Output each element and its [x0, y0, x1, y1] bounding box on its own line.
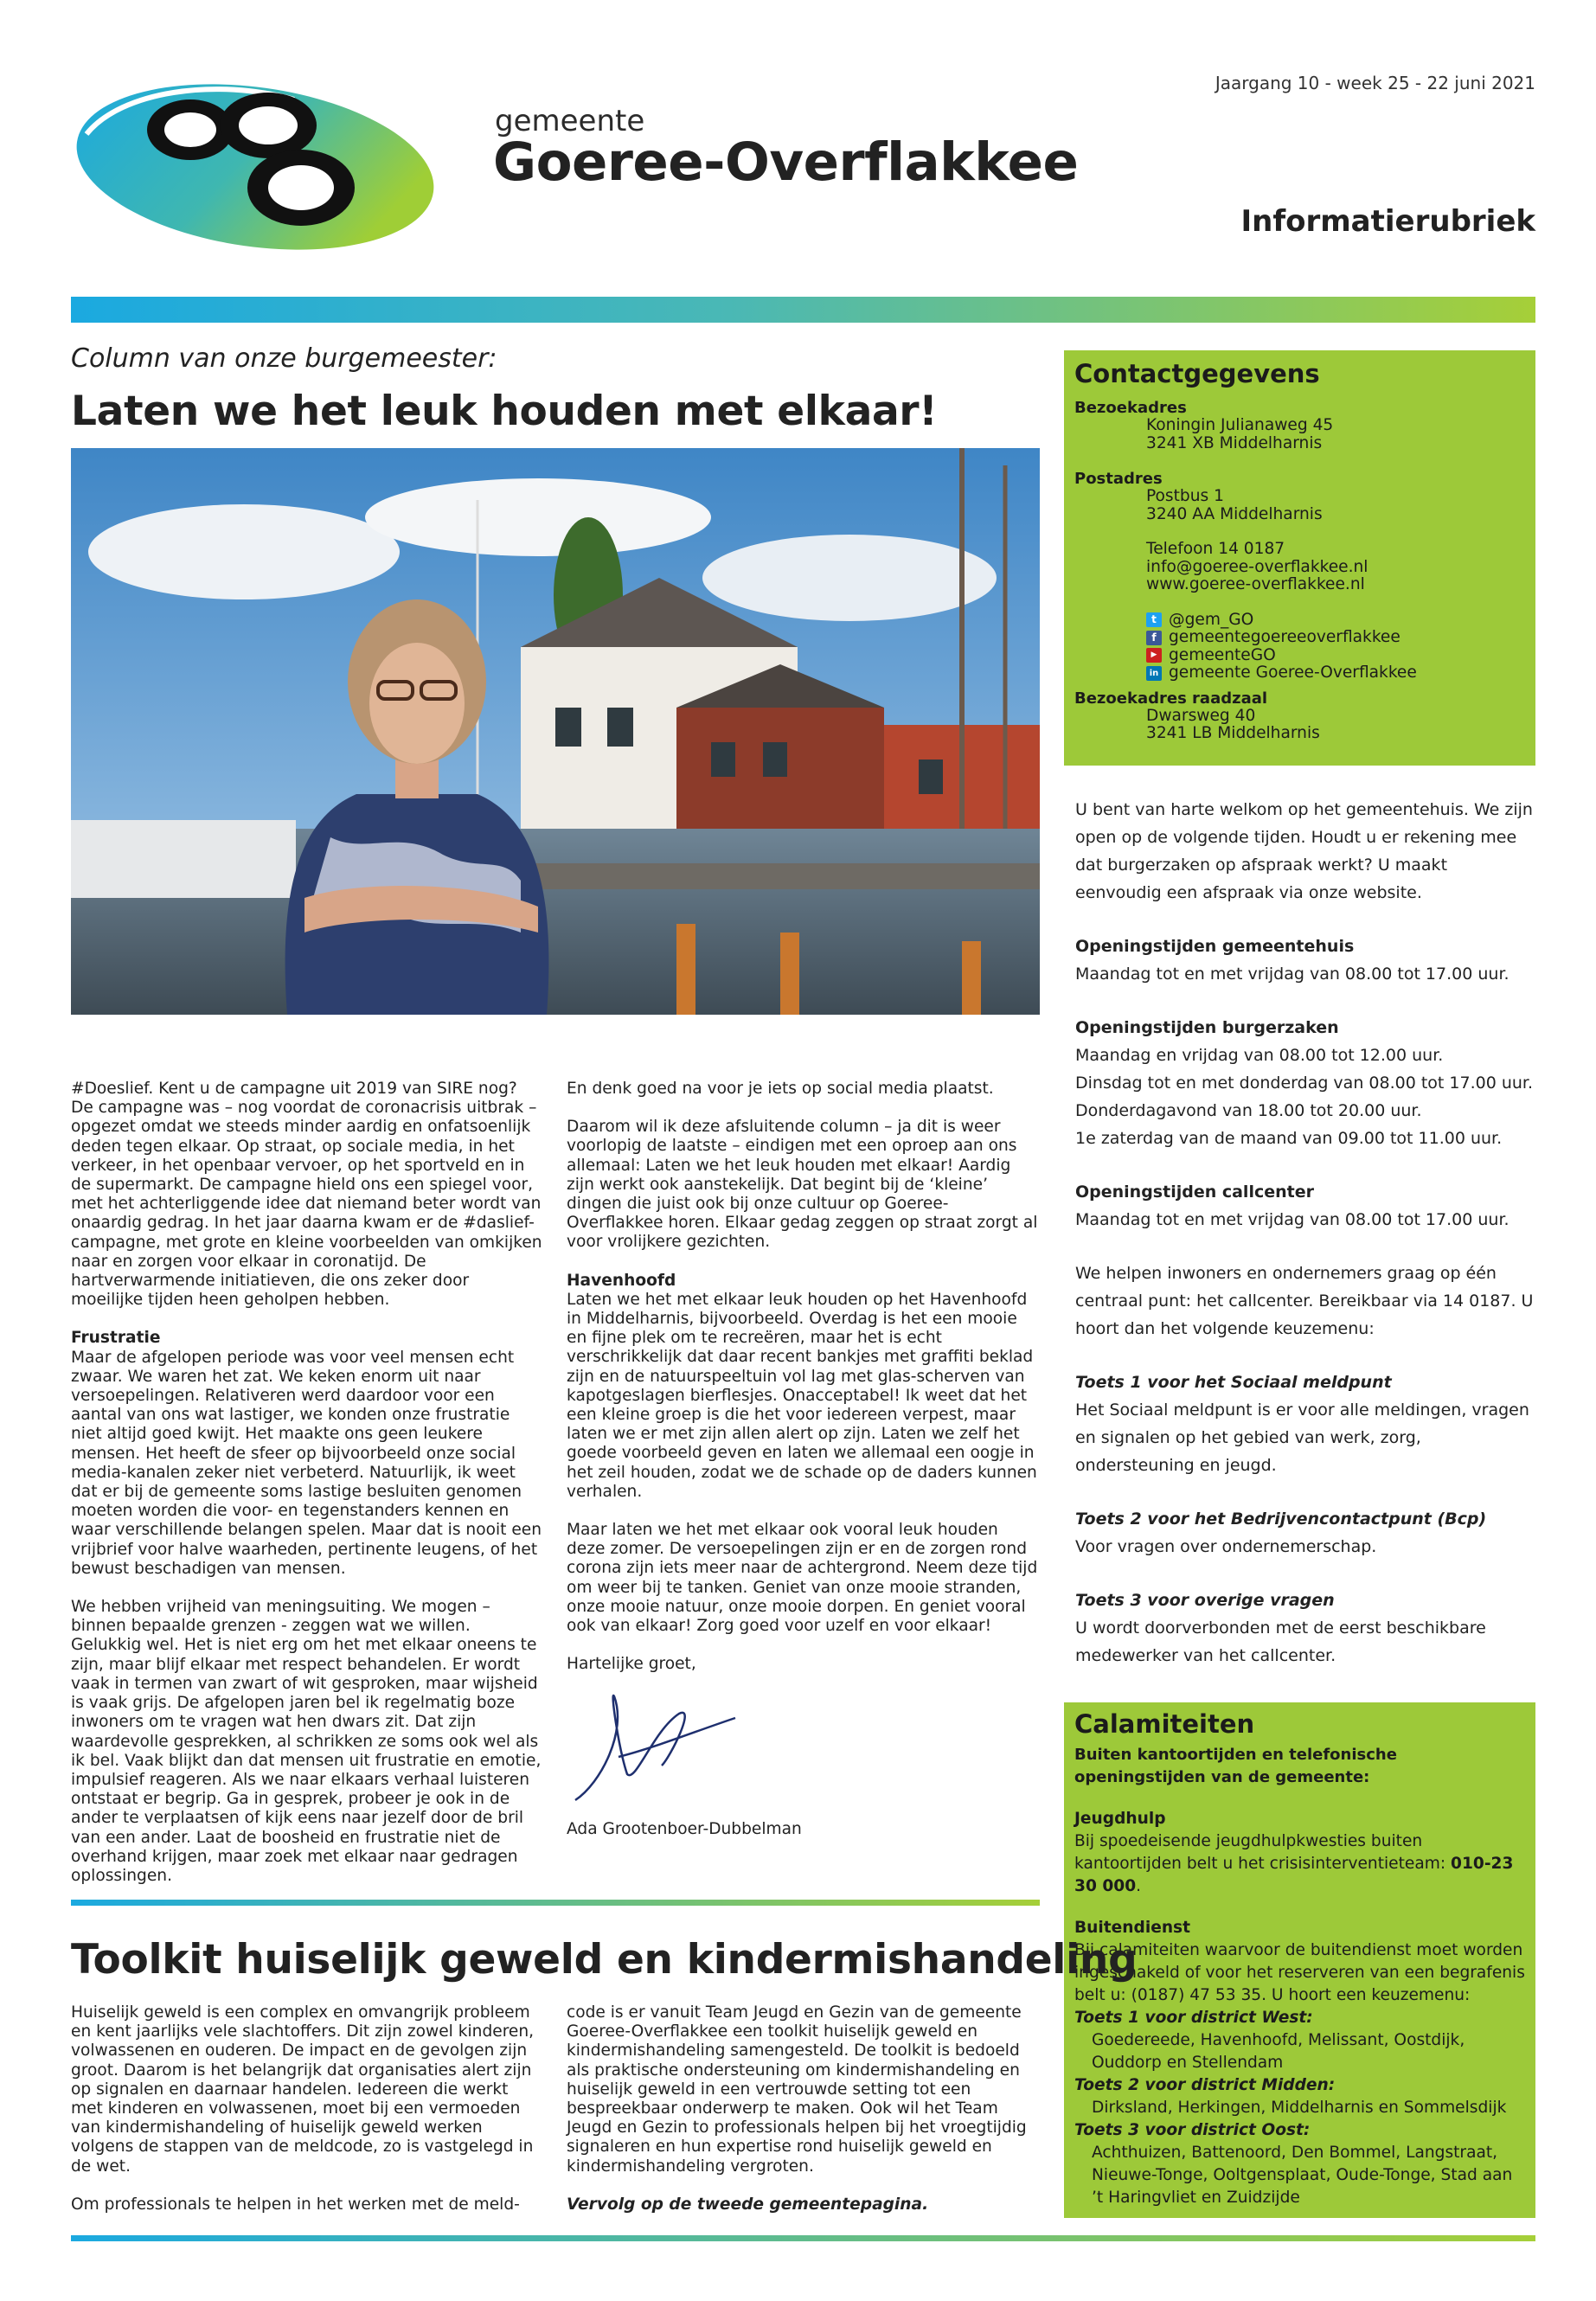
visit-line: Koningin Julianaweg 45 — [1146, 416, 1334, 434]
column-paragraph-text: En denk goed na voor je iets op social media plaatst. — [567, 1080, 994, 1098]
column-paragraph — [71, 1080, 542, 1310]
contact-title: Contactgegevens — [1074, 359, 1320, 388]
hours-heading: Openingstijden burgerzaken — [1075, 1018, 1339, 1037]
toolkit-title: Toolkit huiselijk geweld en kindermishandeling — [71, 1936, 1138, 1984]
menu-option — [1075, 1368, 1538, 1479]
district-title: Toets 3 voor district Oost: — [1074, 2121, 1311, 2139]
column-paragraph-text: Maar de afgelopen periode was voor veel mensen echt zwaar. We waren het zat. We keken enorm uit naar versoepelingen. Relativeren werd daardoor voor een aantal van ons wat lastiger, we konden onze frustratie niet altijd goed kwijt. Het maakte ons geen leukere mensen. Het heeft de sfeer op bijvoorbeeld onze social media-kanalen zeker niet verbeterd. Natuurlijk, ik weet dat er bij de gemeente soms lastige besluiten genomen moeten worden die voor- en tegenstanders kennen en waar verschillende belangen spelen. Maar dat is nooit een vrijbrief voor halve waarheden, pertinente leugens, of het bewust beschadigen van mensen. — [71, 1348, 542, 1578]
website-link[interactable]: www.goeree-overflakkee.nl — [1146, 575, 1365, 593]
post-line: Postbus 1 — [1146, 487, 1224, 505]
field-service-text: Bij calamiteiten waarvoor de buitendienst moet worden ingeschakeld of voor het reserveren van een begrafenis belt u: (0187) 47 53 35. U hoort een keuzemenu: — [1074, 1941, 1525, 2004]
hours-line: Maandag tot en met vrijdag van 08.00 tot 17.00 uur. — [1075, 965, 1509, 984]
twitter-icon: t — [1146, 612, 1162, 627]
district-places: Goedereede, Havenhoofd, Melissant, Oostdijk, Ouddorp en Stellendam — [1092, 2031, 1465, 2072]
column-greeting: Hartelijke groet, — [567, 1655, 696, 1674]
section-divider — [71, 1900, 1040, 1906]
municipality-logo — [69, 74, 450, 255]
post-line: 3240 AA Middelharnis — [1146, 504, 1323, 523]
email-link[interactable]: info@goeree-overflakkee.nl — [1146, 557, 1368, 576]
hours-line: Dinsdag tot en met donderdag van 08.00 tot 17.00 uur. — [1075, 1074, 1534, 1093]
menu-option-text: Voor vragen over ondernemerschap. — [1075, 1537, 1377, 1556]
menu-option-text: Het Sociaal meldpunt is er voor alle meldingen, vragen en signalen op het gebied van werk, zorg, ondersteuning en jeugd. — [1075, 1400, 1529, 1475]
callcenter-intro: We helpen inwoners en ondernemers graag op één centraal punt: het callcenter. Bereikbaar via 14 0187. U hoort dan het volgende keuzemenu: — [1075, 1264, 1534, 1338]
hours-block — [1075, 1014, 1538, 1152]
hours-block — [1075, 1178, 1538, 1234]
column-paragraph — [71, 1598, 542, 1886]
youth-description: Bij spoedeisende jeugdhulpkwesties buiten kantoortijden belt u het crisisinterventieteam: — [1074, 1832, 1452, 1873]
hours-line: 1e zaterdag van de maand van 09.00 tot 11.00 uur. — [1075, 1129, 1503, 1148]
youtube-icon: ▶ — [1146, 648, 1162, 663]
hours-heading: Openingstijden callcenter — [1075, 1183, 1314, 1202]
menu-option — [1075, 1586, 1538, 1670]
facebook-icon: f — [1146, 631, 1162, 645]
toolkit-left — [71, 2003, 542, 2234]
social-label: gemeenteGO — [1169, 645, 1276, 664]
council-line: 3241 LB Middelharnis — [1146, 724, 1320, 742]
menu-option-title: Toets 2 voor het Bedrijvencontactpunt (Bcp) — [1075, 1509, 1487, 1529]
toolkit-paragraph: Om professionals te helpen in het werken met de meld- — [71, 2195, 520, 2214]
visit-label: Bezoekadres — [1074, 399, 1187, 417]
hours-line: Donderdagavond van 18.00 tot 20.00 uur. — [1075, 1101, 1422, 1120]
column-paragraph — [567, 1272, 1038, 1502]
social-label: gemeente Goeree-Overflakkee — [1169, 663, 1417, 682]
emergency-subtitle: Buiten kantoortijden en telefonische openingstijden van de gemeente: — [1074, 1746, 1397, 1786]
header-divider — [71, 297, 1535, 323]
crisis-phone: 010-23 30 000 — [1074, 1855, 1514, 1895]
column-paragraph — [567, 1521, 1038, 1636]
column-paragraph — [567, 1655, 1038, 1674]
column-paragraph-text: Maar laten we het met elkaar ook vooral leuk houden deze zomer. De versoepelingen zijn er en de zorgen rond corona zijn iets meer naar de achtergrond. Neem deze tijd om weer bij te tanken. Geniet van onze mooie stranden, onze mooie natuur, onze mooie dorpen. En geniet vooral ook van elkaar! Zorg goed voor uzelf en voor elkaar! — [567, 1521, 1038, 1636]
hours-block — [1075, 933, 1538, 988]
social-label: @gem_GO — [1169, 610, 1254, 629]
visit-line: 3241 XB Middelharnis — [1146, 433, 1323, 452]
social-label: gemeentegoereeoverflakkee — [1169, 628, 1401, 646]
field-service-heading: Buitendienst — [1074, 1919, 1191, 1937]
toolkit-paragraph: code is er vanuit Team Jeugd en Gezin van de gemeente Goeree-Overflakkee een toolkit huiselijk geweld en kindermishandeling samengesteld. De toolkit is bedoeld als praktische ondersteuning om kindermishandeling en huiselijk geweld in een vertrouwde setting tot een bespreekbaar onderwerp te maken. Ook wil het Team Jeugd en Gezin to professionals helpen bij het vroegtijdig signaleren en hun expertise rond huiselijk geweld en kindermishandeling vergroten. — [567, 2003, 1027, 2176]
social-facebook[interactable] — [1146, 629, 1535, 647]
district-places: Dirksland, Herkingen, Middelharnis en Sommelsdijk — [1092, 2099, 1507, 2117]
menu-option-title: Toets 3 voor overige vragen — [1075, 1591, 1335, 1610]
column-paragraph-text: Laten we het met elkaar leuk houden op het Havenhoofd in Middelharnis, bijvoorbeeld. Overdag is het een mooie en fijne plek om te recreëren, maar het is echt verschrikkelijk dat daar recent bankjes met graffiti beklad zijn en de natuurspeeltuin vol lag met glas-scherven van kapotgeslagen bierflesjes. Onacceptabel! Ik weet dat het een kleine groep is die het voor iedereen verpest, maar laten we er met zijn allen alert op zijn. Laten we zelf het goede voorbeeld geven en laten we allemaal een oogje in het zeil houden, zodat we de schade op de daders kunnen verhalen. — [567, 1290, 1037, 1501]
council-label: Bezoekadres raadzaal — [1074, 689, 1268, 708]
signature-name: Ada Grootenboer-Dubbelman — [567, 1819, 802, 1838]
youth-text: Bij spoedeisende jeugdhulpkwesties buiten kantoortijden belt u het crisisinterventieteam: 010-23 30 000. — [1074, 1832, 1514, 1895]
district-title: Toets 1 voor district West: — [1074, 2009, 1313, 2027]
brand-prefix: gemeente — [495, 104, 645, 138]
council-line: Dwarsweg 40 — [1146, 706, 1256, 725]
hours-intro: U bent van harte welkom op het gemeentehuis. We zijn open op de volgende tijden. Houdt u er rekening mee dat burgerzaken op afspraak werkt? U maakt eenvoudig een afspraak via onze website. — [1075, 800, 1533, 902]
column-paragraph-text: #Doeslief. Kent u de campagne uit 2019 van SIRE nog? De campagne was – nog voordat de coronacrisis uitbrak – opgezet omdat we steeds minder aardig en onfatsoenlijk deden tegen elkaar. Op straat, op sociale media, in het verkeer, in het openbaar vervoer, op het sportveld en in de supermarkt. De campagne hield ons een spiegel voor, met het achterliggende idee dat niemand beter wordt van onaardig gedrag. In het jaar daarna kwam er de #daslief-campagne, met grote en kleine voorbeelden van omkijken naar en zorgen voor elkaar in coronatijd. De hartverwarmende initiatieven, die ons zeker door moeilijke tijden heen geholpen hebben. — [71, 1080, 542, 1310]
column-paragraph — [567, 1118, 1038, 1252]
toolkit-paragraph: Huiselijk geweld is een complex en omvangrijk probleem en kent jaarlijks vele slachtoffers. Dit zijn zowel kinderen, volwassenen en ouderen. De impact en de gevolgen zijn groot. Daarom is het belangrijk dat organisaties alert zijn op signalen en daarnaar handelen. Iedereen die werkt met kinderen en volwassenen, moet bij een vermoeden van kindermishandeling of huiselijk geweld werken volgens de stappen van de meldcode, zo is vastgelegd in de wet. — [71, 2003, 535, 2176]
column-left — [71, 1080, 542, 1905]
brand-name: Goeree-Overflakkee — [493, 131, 1079, 193]
signature — [567, 1679, 740, 1809]
column-subheading: Frustratie — [71, 1329, 161, 1348]
hours-heading: Openingstijden gemeentehuis — [1075, 937, 1355, 956]
post-label: Postadres — [1074, 470, 1163, 488]
column-title: Laten we het leuk houden met elkaar! — [71, 388, 938, 435]
menu-option-text: U wordt doorverbonden met de eerst beschikbare medewerker van het callcenter. — [1075, 1618, 1486, 1665]
menu-option-title: Toets 1 voor het Sociaal meldpunt — [1075, 1373, 1392, 1392]
district-places: Achthuizen, Battenoord, Den Bommel, Langstraat, Nieuwe-Tonge, Ooltgensplaat, Oude-Tonge, Stad aan ’t Haringvliet en Zuidzijde — [1092, 2144, 1513, 2207]
mayor-photo — [71, 448, 1040, 1015]
contact-box — [1064, 350, 1535, 766]
hours-line: Maandag tot en met vrijdag van 08.00 tot 17.00 uur. — [1075, 1210, 1509, 1229]
opening-hours — [1075, 796, 1538, 1695]
column-paragraph — [567, 1080, 1038, 1099]
column-right — [567, 1080, 1038, 1839]
linkedin-icon: in — [1146, 666, 1162, 681]
column-paragraph-text: Daarom wil ik deze afsluitende column – ja dit is weer voorlopig de laatste – eindigen met een oproep aan ons allemaal: Laten we het leuk houden met elkaar! Aardig zijn werkt ook aanstekelijk. Dat begint bij de ‘kleine’ dingen die juist ook bij onze cultuur op Goeree-Overflakkee horen. Elkaar gedag zeggen op straat zorgt al voor vrolijkere gezichten. — [567, 1118, 1038, 1252]
continued-note[interactable]: Vervolg op de tweede gemeentepagina. — [567, 2195, 929, 2214]
hours-line: Maandag en vrijdag van 08.00 tot 12.00 uur. — [1075, 1046, 1444, 1065]
issue-info: Jaargang 10 - week 25 - 22 juni 2021 — [1215, 73, 1535, 93]
section-label: Informatierubriek — [1240, 204, 1535, 239]
toolkit-right — [567, 2003, 1038, 2234]
column-kicker: Column van onze burgemeester: — [71, 343, 497, 374]
menu-option — [1075, 1505, 1538, 1561]
footer-divider — [71, 2235, 1535, 2241]
district-title: Toets 2 voor district Midden: — [1074, 2076, 1336, 2094]
column-paragraph-text: We hebben vrijheid van meningsuiting. We mogen – binnen bepaalde grenzen - zeggen wat we willen. Gelukkig wel. Het is niet erg om het met elkaar oneens te zijn, maar blijf elkaar met respect behandelen. Er wordt vaak in termen van zwart of wit gesproken, maar wijsheid is vaak grijs. De afgelopen jaren bel ik regelmatig boze inwoners om te vragen wat hen dwars zit. Dat zijn waardevolle gesprekken, al schrikken ze soms ook wel als ik bel. Vaak blijkt dan dat mensen uit frustratie en emotie, impulsief reageren. Als we naar elkaars verhaal luisteren ontstaat er begrip. Ga in gesprek, probeer je ook in de ander te verplaatsen of kijk eens naar jezelf door de bril van een ander. Laat de boosheid en frustratie niet de overhand krijgen, maar zoek met elkaar naar gedragen oplossingen. — [71, 1598, 542, 1885]
social-youtube[interactable] — [1146, 647, 1535, 665]
column-subheading: Havenhoofd — [567, 1271, 676, 1290]
social-linkedin[interactable] — [1146, 664, 1535, 683]
phone: Telefoon 14 0187 — [1146, 540, 1285, 558]
column-paragraph — [71, 1329, 542, 1579]
emergency-title: Calamiteiten — [1074, 1709, 1255, 1739]
youth-heading: Jeugdhulp — [1074, 1810, 1166, 1828]
social-twitter[interactable] — [1146, 612, 1535, 630]
